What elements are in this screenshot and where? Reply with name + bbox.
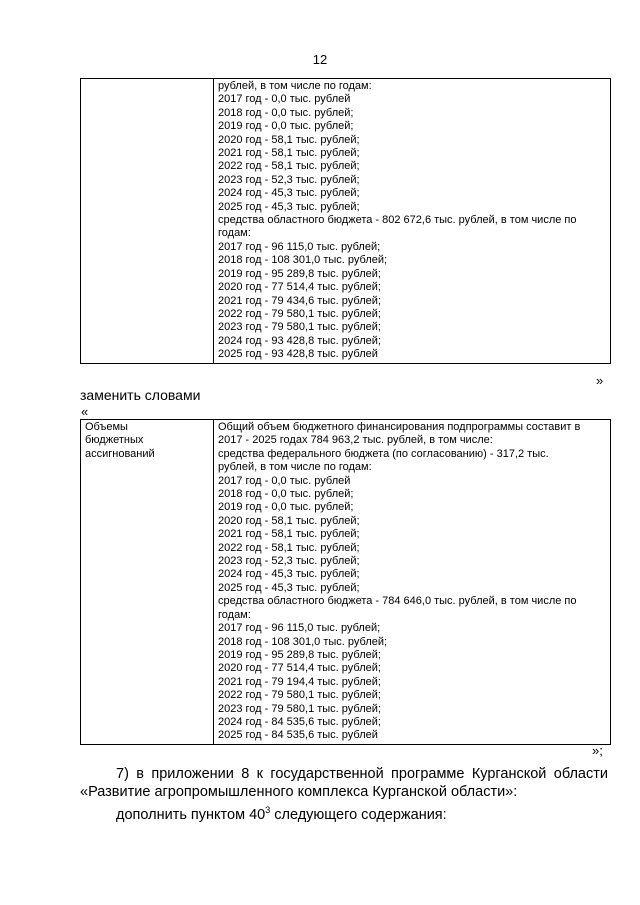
paragraph-line: «Развитие агропромышленного комплекса Курганской области»:: [80, 784, 518, 800]
table-line: 2021 год - 79 194,4 тыс. рублей;: [218, 675, 381, 688]
page-number: 12: [312, 52, 328, 67]
table-line: 2017 год - 96 115,0 тыс. рублей;: [218, 240, 381, 253]
table-line: 2024 год - 93 428,8 тыс. рублей;: [218, 334, 381, 347]
paragraph-text: следующего содержания:: [270, 806, 447, 823]
table-line: 2021 год - 58,1 тыс. рублей;: [218, 147, 360, 160]
table-line: 2018 год - 0,0 тыс. рублей;: [218, 106, 354, 119]
table-line: годам:: [218, 227, 251, 240]
table-line: рублей, в том числе по годам:: [218, 80, 372, 92]
table-line: 2023 год - 79 580,1 тыс. рублей;: [218, 702, 381, 715]
table-line: бюджетных: [85, 434, 144, 447]
table-line: Общий объем бюджетного финансирования подпрограммы составит в: [218, 421, 581, 433]
table-line: 2020 год - 77 514,4 тыс. рублей;: [218, 662, 381, 675]
table-line: Объемы: [85, 421, 128, 433]
table-line: 2023 год - 52,3 тыс. рублей;: [218, 173, 360, 186]
opening-quote: «: [81, 404, 89, 419]
replace-words-label: заменить словами: [80, 387, 201, 403]
table-line: 2017 год - 0,0 тыс. рублей: [218, 93, 351, 106]
table-line: 2017 год - 96 115,0 тыс. рублей;: [218, 622, 381, 635]
table-line: 2022 год - 58,1 тыс. рублей;: [218, 160, 360, 173]
table-line: 2020 год - 58,1 тыс. рублей;: [218, 514, 360, 527]
table-line: 2018 год - 108 301,0 тыс. рублей;: [218, 635, 388, 648]
table-line: 2025 год - 45,3 тыс. рублей;: [218, 581, 360, 594]
table-line: 2020 год - 77 514,4 тыс. рублей;: [218, 281, 381, 294]
table-line: 2024 год - 84 535,6 тыс. рублей;: [218, 715, 381, 728]
table-line: 2017 - 2025 годах 784 963,2 тыс. рублей, в том числе:: [218, 434, 493, 447]
closing-quote-semicolon: »;: [592, 743, 603, 758]
table-line: 2019 год - 95 289,8 тыс. рублей;: [218, 267, 381, 280]
table-line: 2021 год - 58,1 тыс. рублей;: [218, 528, 360, 541]
table-line: средства федерального бюджета (по согласованию) - 317,2 тыс.: [218, 447, 549, 460]
table-line: 2024 год - 45,3 тыс. рублей;: [218, 568, 360, 581]
table-line: 2017 год - 0,0 тыс. рублей: [218, 474, 351, 487]
paragraph-line: 7) в приложении 8 к государственной программе Курганской области: [116, 766, 608, 782]
table-line: средства областного бюджета - 802 672,6 тыс. рублей, в том числе по: [218, 214, 577, 227]
table-left-cell: [81, 420, 214, 745]
paragraph-line: [80, 801, 608, 824]
table-line: 2018 год - 0,0 тыс. рублей;: [218, 488, 354, 501]
table-line: годам:: [218, 608, 251, 621]
table-line: 2022 год - 79 580,1 тыс. рублей;: [218, 307, 381, 320]
table-line: 2022 год - 58,1 тыс. рублей;: [218, 541, 360, 554]
table-right-cell: [214, 420, 611, 745]
paragraph-text: дополнить пунктом 40: [116, 806, 266, 823]
budget-table-old: [80, 78, 611, 364]
table-line: 2020 год - 58,1 тыс. рублей;: [218, 133, 360, 146]
table-line: 2019 год - 95 289,8 тыс. рублей;: [218, 648, 381, 661]
table-right-cell: [214, 79, 611, 364]
budget-table-new: [80, 419, 611, 745]
superscript: 3: [265, 805, 271, 815]
table-line: 2025 год - 93 428,8 тыс. рублей: [218, 348, 378, 361]
table-line: ассигнований: [85, 447, 155, 460]
table-left-cell: [81, 79, 214, 364]
table-line: 2019 год - 0,0 тыс. рублей;: [218, 501, 354, 514]
table-line: 2019 год - 0,0 тыс. рублей;: [218, 120, 354, 133]
table-line: средства областного бюджета - 784 646,0 тыс. рублей, в том числе по: [218, 595, 577, 608]
table-line: 2025 год - 45,3 тыс. рублей;: [218, 200, 360, 213]
table-line: 2018 год - 108 301,0 тыс. рублей;: [218, 254, 388, 267]
table-line: 2024 год - 45,3 тыс. рублей;: [218, 187, 360, 200]
table-line: 2022 год - 79 580,1 тыс. рублей;: [218, 689, 381, 702]
closing-quote: »: [596, 373, 604, 388]
table-line: 2023 год - 52,3 тыс. рублей;: [218, 555, 360, 568]
table-line: 2021 год - 79 434,6 тыс. рублей;: [218, 294, 381, 307]
table-line: рублей, в том числе по годам:: [218, 461, 372, 474]
table-line: 2023 год - 79 580,1 тыс. рублей;: [218, 321, 381, 334]
table-line: 2025 год - 84 535,6 тыс. рублей: [218, 729, 378, 742]
